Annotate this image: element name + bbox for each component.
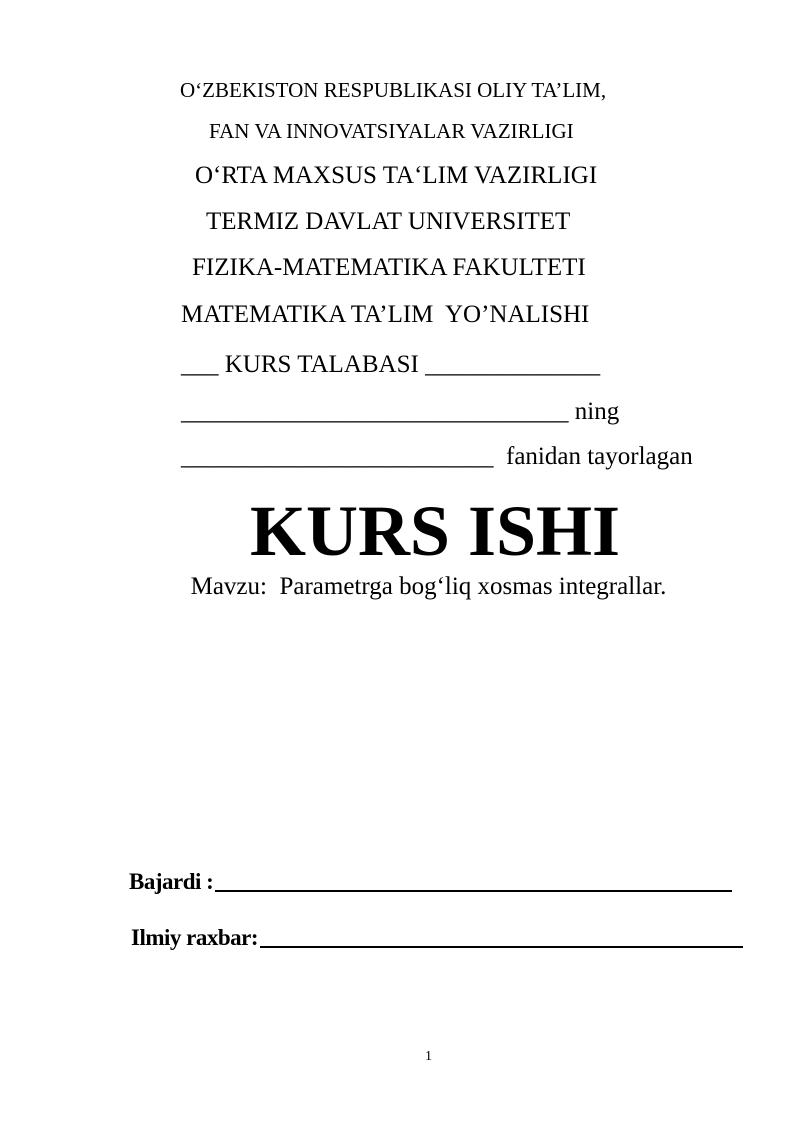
supervisor-blank <box>260 946 743 948</box>
performer-label: Bajardi : <box>129 869 214 894</box>
supervisor-signature-line <box>131 926 743 949</box>
performer-blank <box>215 890 732 892</box>
document-title: KURS ISHI <box>249 491 621 571</box>
performer-signature-line <box>129 870 732 893</box>
course-student-line: ___ KURS TALABASI ______________ <box>181 351 601 378</box>
faculty-name: FIZIKA-MATEMATIKA FAKULTETI <box>192 254 586 281</box>
supervisor-label: Ilmiy raxbar: <box>131 925 259 950</box>
student-name-line: _______________________________ ning <box>181 398 620 425</box>
document-subject: Mavzu: Parametrga bog‘liq xosmas integrallar. <box>190 573 667 600</box>
ministry-line-1: O‘ZBEKISTON RESPUBLIKASI OLIY TA’LIM, <box>180 78 607 102</box>
ministry-line-2: FAN VA INNOVATSIYALAR VAZIRLIGI <box>209 119 574 143</box>
department-name: MATEMATIKA TA’LIM YO’NALISHI <box>181 301 590 328</box>
university-name: TERMIZ DAVLAT UNIVERSITET <box>206 208 571 235</box>
ministry-line-3: O‘RTA MAXSUS TA‘LIM VAZIRLIGI <box>195 162 598 189</box>
subject-prepared-line: _________________________ fanidan tayorlagan <box>181 443 693 470</box>
page-number: 1 <box>425 1049 432 1064</box>
